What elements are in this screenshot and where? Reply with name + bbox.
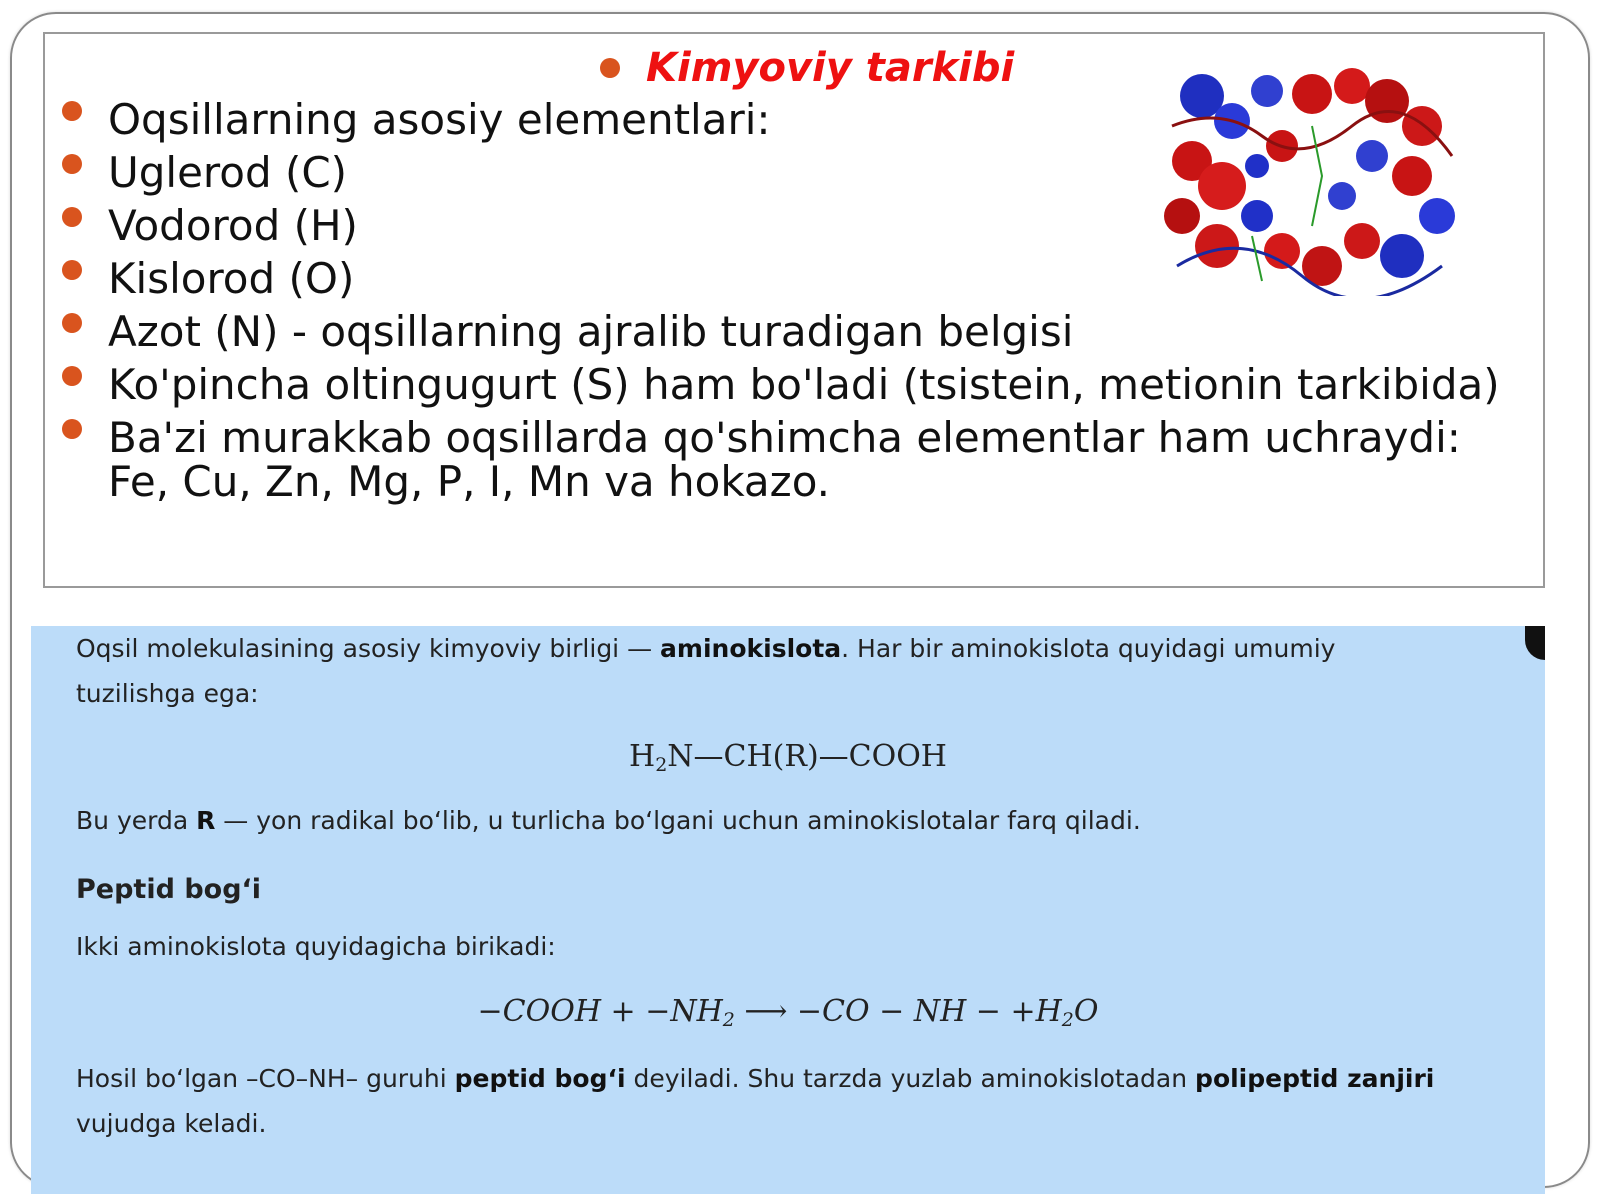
formula-subscript: 2: [722, 1009, 735, 1031]
bullet-icon: [62, 207, 82, 227]
formula-part: N—CH(R)—COOH: [667, 739, 947, 774]
bullet-icon: [62, 154, 82, 174]
bullet-text: Ba'zi murakkab oqsillarda qo'shimcha elementlar ham uchraydi: Fe, Cu, Zn, Mg, P, I, Mn va hokazo.: [108, 413, 1461, 506]
protein-structure-image: [1162, 66, 1462, 296]
bullet-text: Ko'pincha oltingugurt (S) ham bo'ladi (tsistein, metionin tarkibida): [108, 360, 1500, 409]
intro-text: Oqsil molekulasining asosiy kimyoviy birligi —: [76, 634, 661, 663]
bullet-icon: [62, 419, 82, 439]
r-note-text: Bu yerda: [76, 806, 197, 835]
formula-part: O: [1073, 994, 1099, 1029]
formula-subscript: 2: [655, 754, 668, 776]
peptide-heading: Peptid bog‘i: [76, 874, 262, 905]
formula-part: H: [629, 739, 656, 774]
result-text-end: vujudga keladi.: [76, 1109, 267, 1138]
bullet-icon: [62, 101, 82, 121]
title-bullet-icon: [600, 58, 620, 78]
peptide-formula: [31, 994, 1545, 1031]
r-note-bold: R: [196, 806, 216, 835]
bullet-icon: [62, 313, 82, 333]
bullet-item: [58, 413, 1528, 506]
formula-subscript: 2: [1061, 1009, 1074, 1031]
panel-corner-mark: [1525, 626, 1545, 660]
bullet-text: Oqsillarning asosiy elementlari:: [108, 95, 771, 144]
bullet-text: Vodorod (H): [108, 201, 358, 250]
r-note-paragraph: [76, 798, 1436, 843]
slide-title: Kimyoviy tarkibi: [646, 45, 1015, 91]
formula-part: −COOH + −NH: [477, 994, 723, 1029]
intro-paragraph: [76, 626, 1436, 716]
amino-acid-formula: [31, 739, 1545, 776]
bullet-text: Uglerod (C): [108, 148, 348, 197]
intro-text-end: . Har bir aminokislota quyidagi umumiy tuzilishga ega:: [76, 634, 1336, 708]
formula-part: ⟶ −CO − NH − +H: [734, 994, 1062, 1029]
explanation-panel: [31, 626, 1545, 1194]
bullet-text: Azot (N) - oqsillarning ajralib turadigan belgisi: [108, 307, 1074, 356]
combine-paragraph: Ikki aminokislota quyidagicha birikadi:: [76, 932, 556, 961]
result-paragraph: [76, 1056, 1436, 1146]
protein-helix-shapes: [1164, 68, 1455, 296]
bullet-icon: [62, 366, 82, 386]
bullet-item: [58, 360, 1528, 409]
intro-bold-term: aminokislota: [660, 634, 842, 663]
result-text: Hosil bo‘lgan –CO–NH– guruhi: [76, 1064, 455, 1093]
bullet-icon: [62, 260, 82, 280]
result-text: deyiladi. Shu tarzda yuzlab aminokislotadan: [625, 1064, 1196, 1093]
result-bold-term: peptid bog‘i: [454, 1064, 626, 1093]
result-bold-term: polipeptid zanjiri: [1195, 1064, 1435, 1093]
bullet-item: [58, 307, 1528, 356]
r-note-text-end: — yon radikal bo‘lib, u turlicha bo‘lgani uchun aminokislotalar farq qiladi.: [215, 806, 1141, 835]
slide-title-row: [600, 40, 1014, 96]
bullet-text: Kislorod (O): [108, 254, 355, 303]
